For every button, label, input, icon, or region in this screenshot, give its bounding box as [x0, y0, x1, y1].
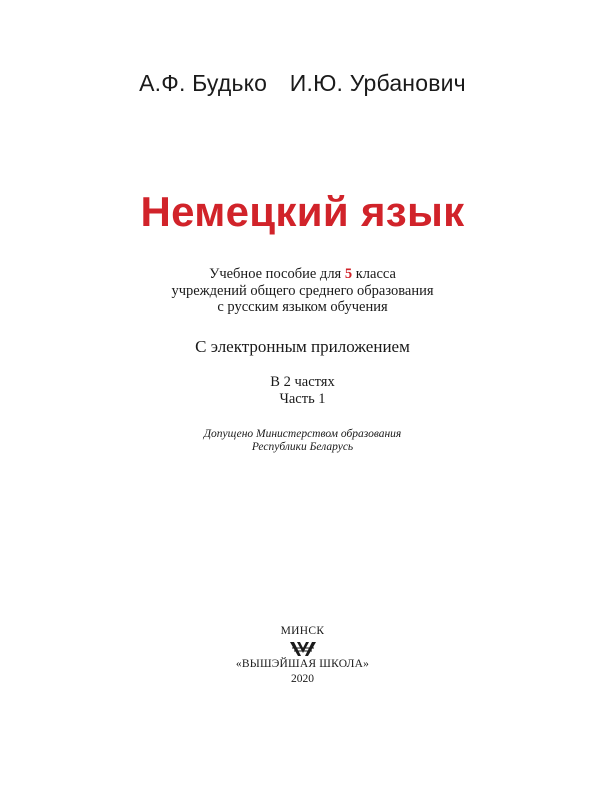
approval-line: Республики Беларусь [251, 441, 354, 453]
publisher-city: МИНСК [280, 625, 325, 637]
description-text: класса [352, 266, 396, 282]
electronic-supplement-note: С электронным приложением [195, 337, 410, 356]
author-name: А.Ф. Будько [139, 70, 268, 96]
approval-line: Допущено Министерством образования [203, 428, 402, 440]
description-text: Учебное пособие для [209, 266, 345, 282]
volume-info [0, 374, 605, 407]
part-current: Часть 1 [279, 390, 326, 407]
publisher-logo-icon [288, 639, 318, 659]
author-name: И.Ю. Урбанович [289, 70, 466, 96]
book-description [0, 266, 605, 316]
description-line: учреждений общего среднего образования [171, 282, 434, 299]
authors [0, 70, 605, 97]
publication-year: 2020 [291, 673, 314, 685]
book-title: Немецкий язык [140, 188, 465, 235]
grade-number: 5 [344, 266, 353, 282]
description-line [0, 266, 605, 283]
ministry-approval [0, 428, 605, 454]
description-line: с русским языком обучения [217, 299, 388, 315]
publisher-name: «ВЫШЭЙШАЯ ШКОЛА» [235, 658, 370, 670]
parts-total: В 2 частях [270, 374, 335, 390]
